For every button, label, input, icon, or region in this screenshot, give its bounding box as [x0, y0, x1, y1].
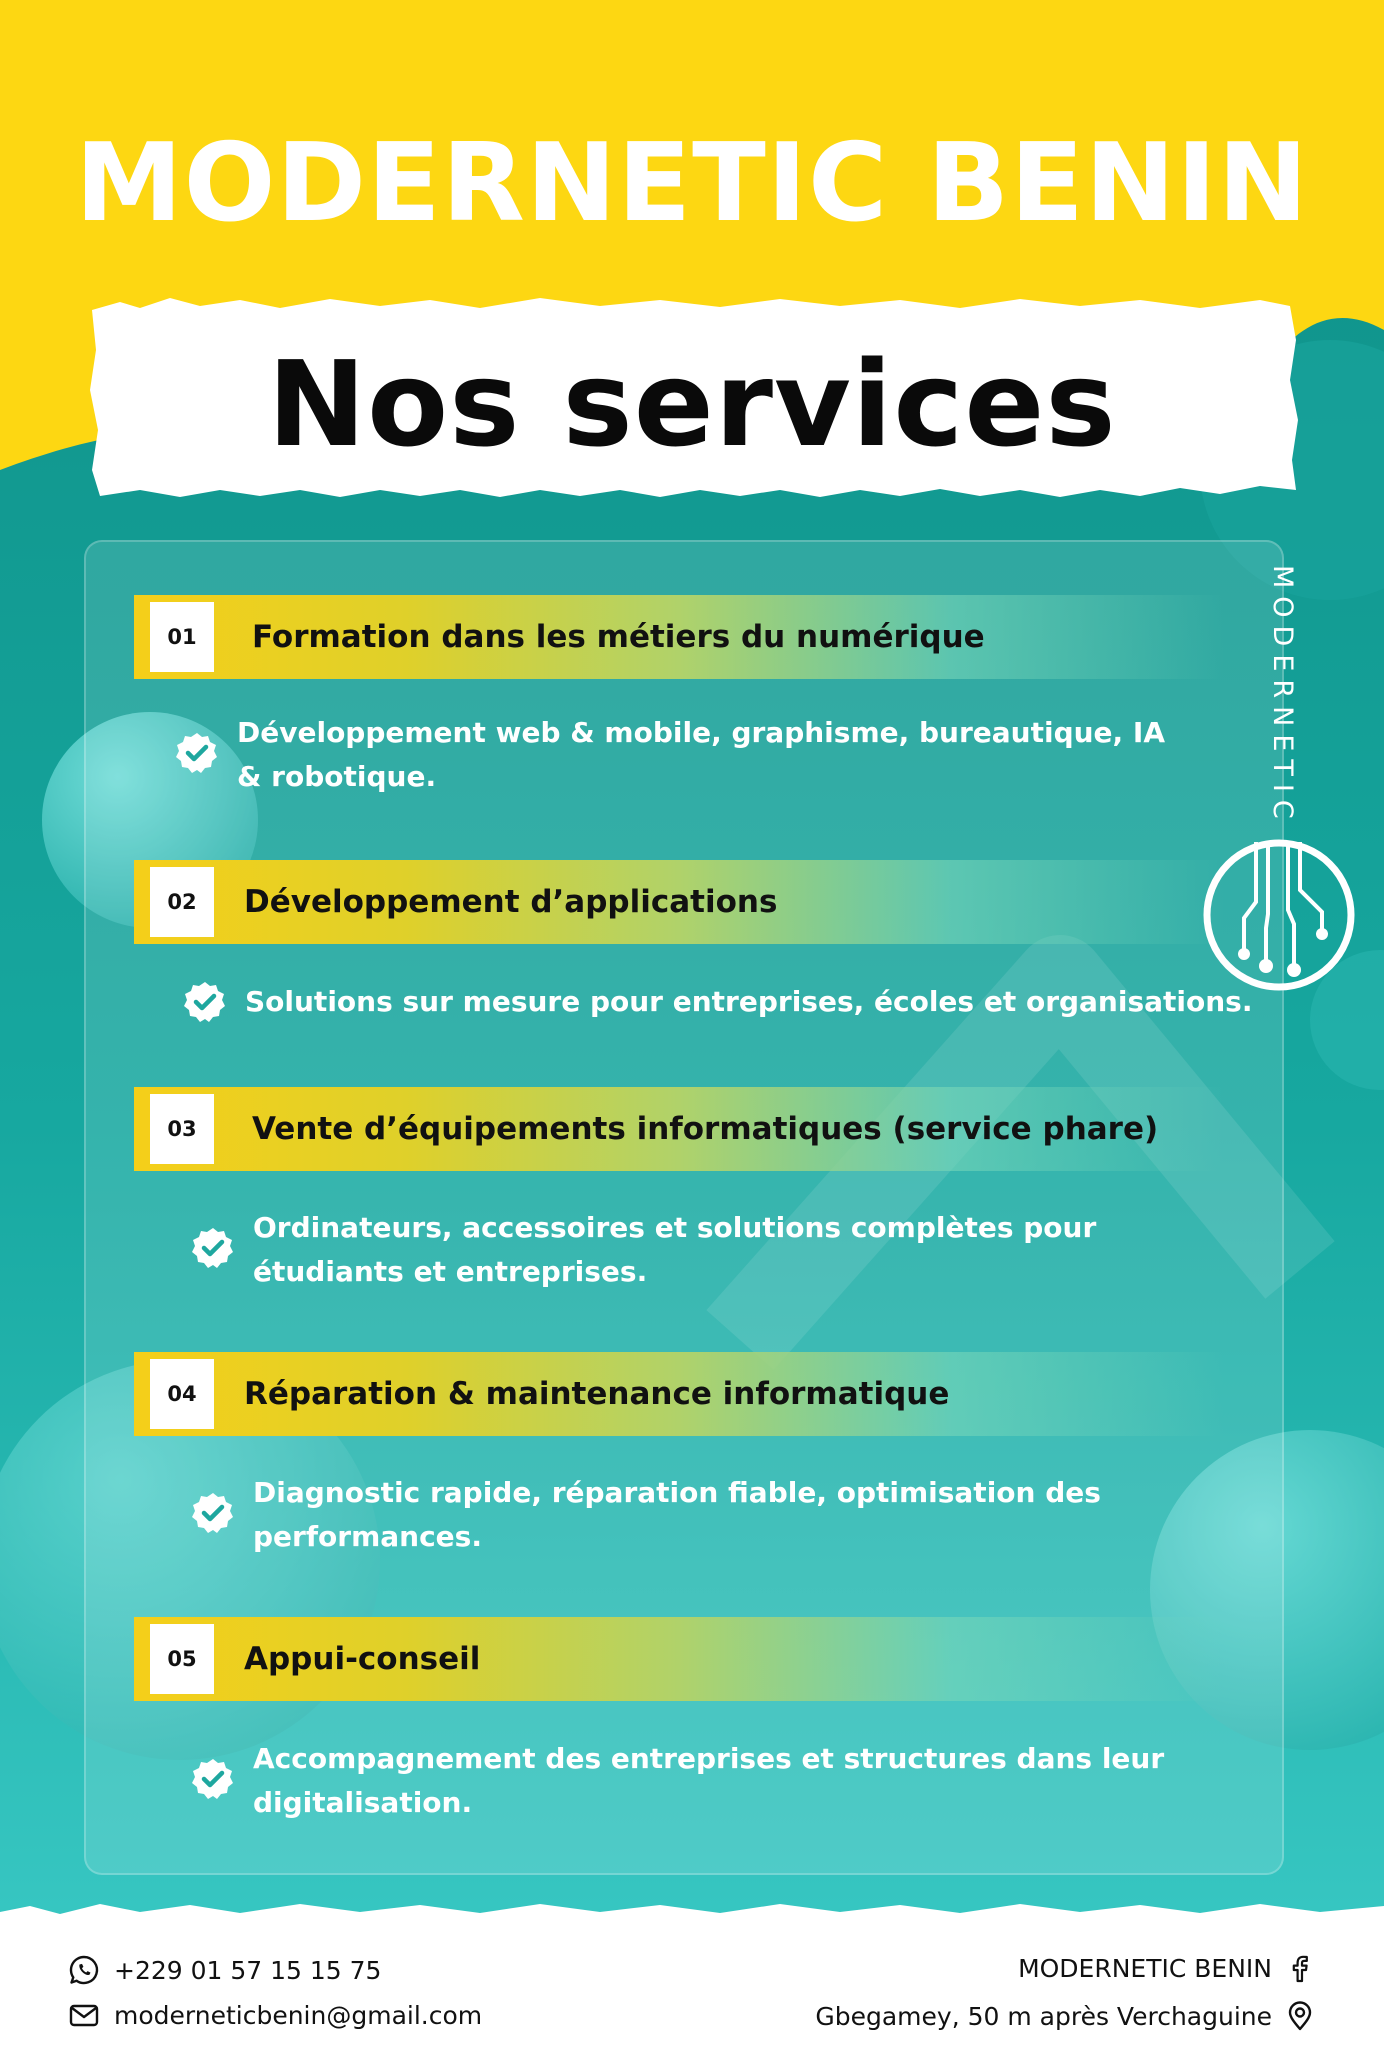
service-description-05 — [253, 1737, 1164, 1825]
check-badge-icon — [183, 980, 227, 1024]
description-line: digitalisation. — [253, 1786, 473, 1819]
brand-title: MODERNETIC BENIN — [75, 121, 1309, 246]
service-header-01 — [134, 595, 1224, 679]
footer-email[interactable] — [68, 1999, 482, 2031]
footer-address[interactable] — [815, 2000, 1316, 2032]
description-line: Accompagnement des entreprises et structures dans leur — [253, 1742, 1165, 1775]
check-badge-icon — [191, 1757, 235, 1801]
service-title: Réparation & maintenance informatique — [244, 1376, 950, 1412]
location-pin-icon — [1284, 2000, 1316, 2032]
service-number: 04 — [150, 1359, 214, 1429]
service-number: 01 — [150, 602, 214, 672]
footer — [0, 1918, 1384, 2048]
service-title: Formation dans les métiers du numérique — [252, 619, 985, 655]
service-description-02 — [245, 980, 1252, 1024]
service-header-05 — [134, 1617, 1224, 1701]
service-header-04 — [134, 1352, 1224, 1436]
service-header-02 — [134, 860, 1224, 944]
description-line: & robotique. — [237, 760, 437, 793]
service-description-03 — [253, 1206, 1096, 1294]
description-line: Solutions sur mesure pour entreprises, écoles et organisations. — [245, 985, 1253, 1018]
check-badge-icon — [191, 1491, 235, 1535]
description-line: Développement web & mobile, graphisme, bureautique, IA — [237, 716, 1166, 749]
description-line: Ordinateurs, accessoires et solutions complètes pour — [253, 1211, 1097, 1244]
service-title: Développement d’applications — [244, 884, 778, 920]
whatsapp-icon — [68, 1954, 100, 1986]
facebook-icon — [1284, 1952, 1316, 1984]
description-line: Diagnostic rapide, réparation fiable, optimisation des — [253, 1476, 1101, 1509]
service-number: 05 — [150, 1624, 214, 1694]
service-title: Vente d’équipements informatiques (service phare) — [252, 1111, 1159, 1147]
service-header-03 — [134, 1087, 1224, 1171]
mail-icon — [68, 1999, 100, 2031]
circuit-logo-icon — [1196, 832, 1362, 998]
check-badge-icon — [191, 1226, 235, 1270]
phone-number: +229 01 57 15 15 75 — [114, 1955, 382, 1985]
facebook-page-name: MODERNETIC BENIN — [1018, 1953, 1272, 1983]
check-badge-icon — [175, 731, 219, 775]
service-description-01 — [237, 711, 1165, 799]
vertical-brand-text: MODERNETIC — [1267, 565, 1298, 827]
service-description-04 — [253, 1471, 1101, 1559]
description-line: étudiants et entreprises. — [253, 1255, 648, 1288]
footer-phone[interactable] — [68, 1954, 381, 1986]
footer-facebook[interactable] — [1018, 1952, 1316, 1984]
description-line: performances. — [253, 1520, 482, 1553]
email-address: moderneticbenin@gmail.com — [114, 2000, 483, 2030]
service-title: Appui-conseil — [244, 1641, 481, 1677]
address-text: Gbegamey, 50 m après Verchaguine — [815, 2001, 1272, 2031]
service-number: 03 — [150, 1094, 214, 1164]
page-title: Nos services — [267, 335, 1117, 473]
service-number: 02 — [150, 867, 214, 937]
